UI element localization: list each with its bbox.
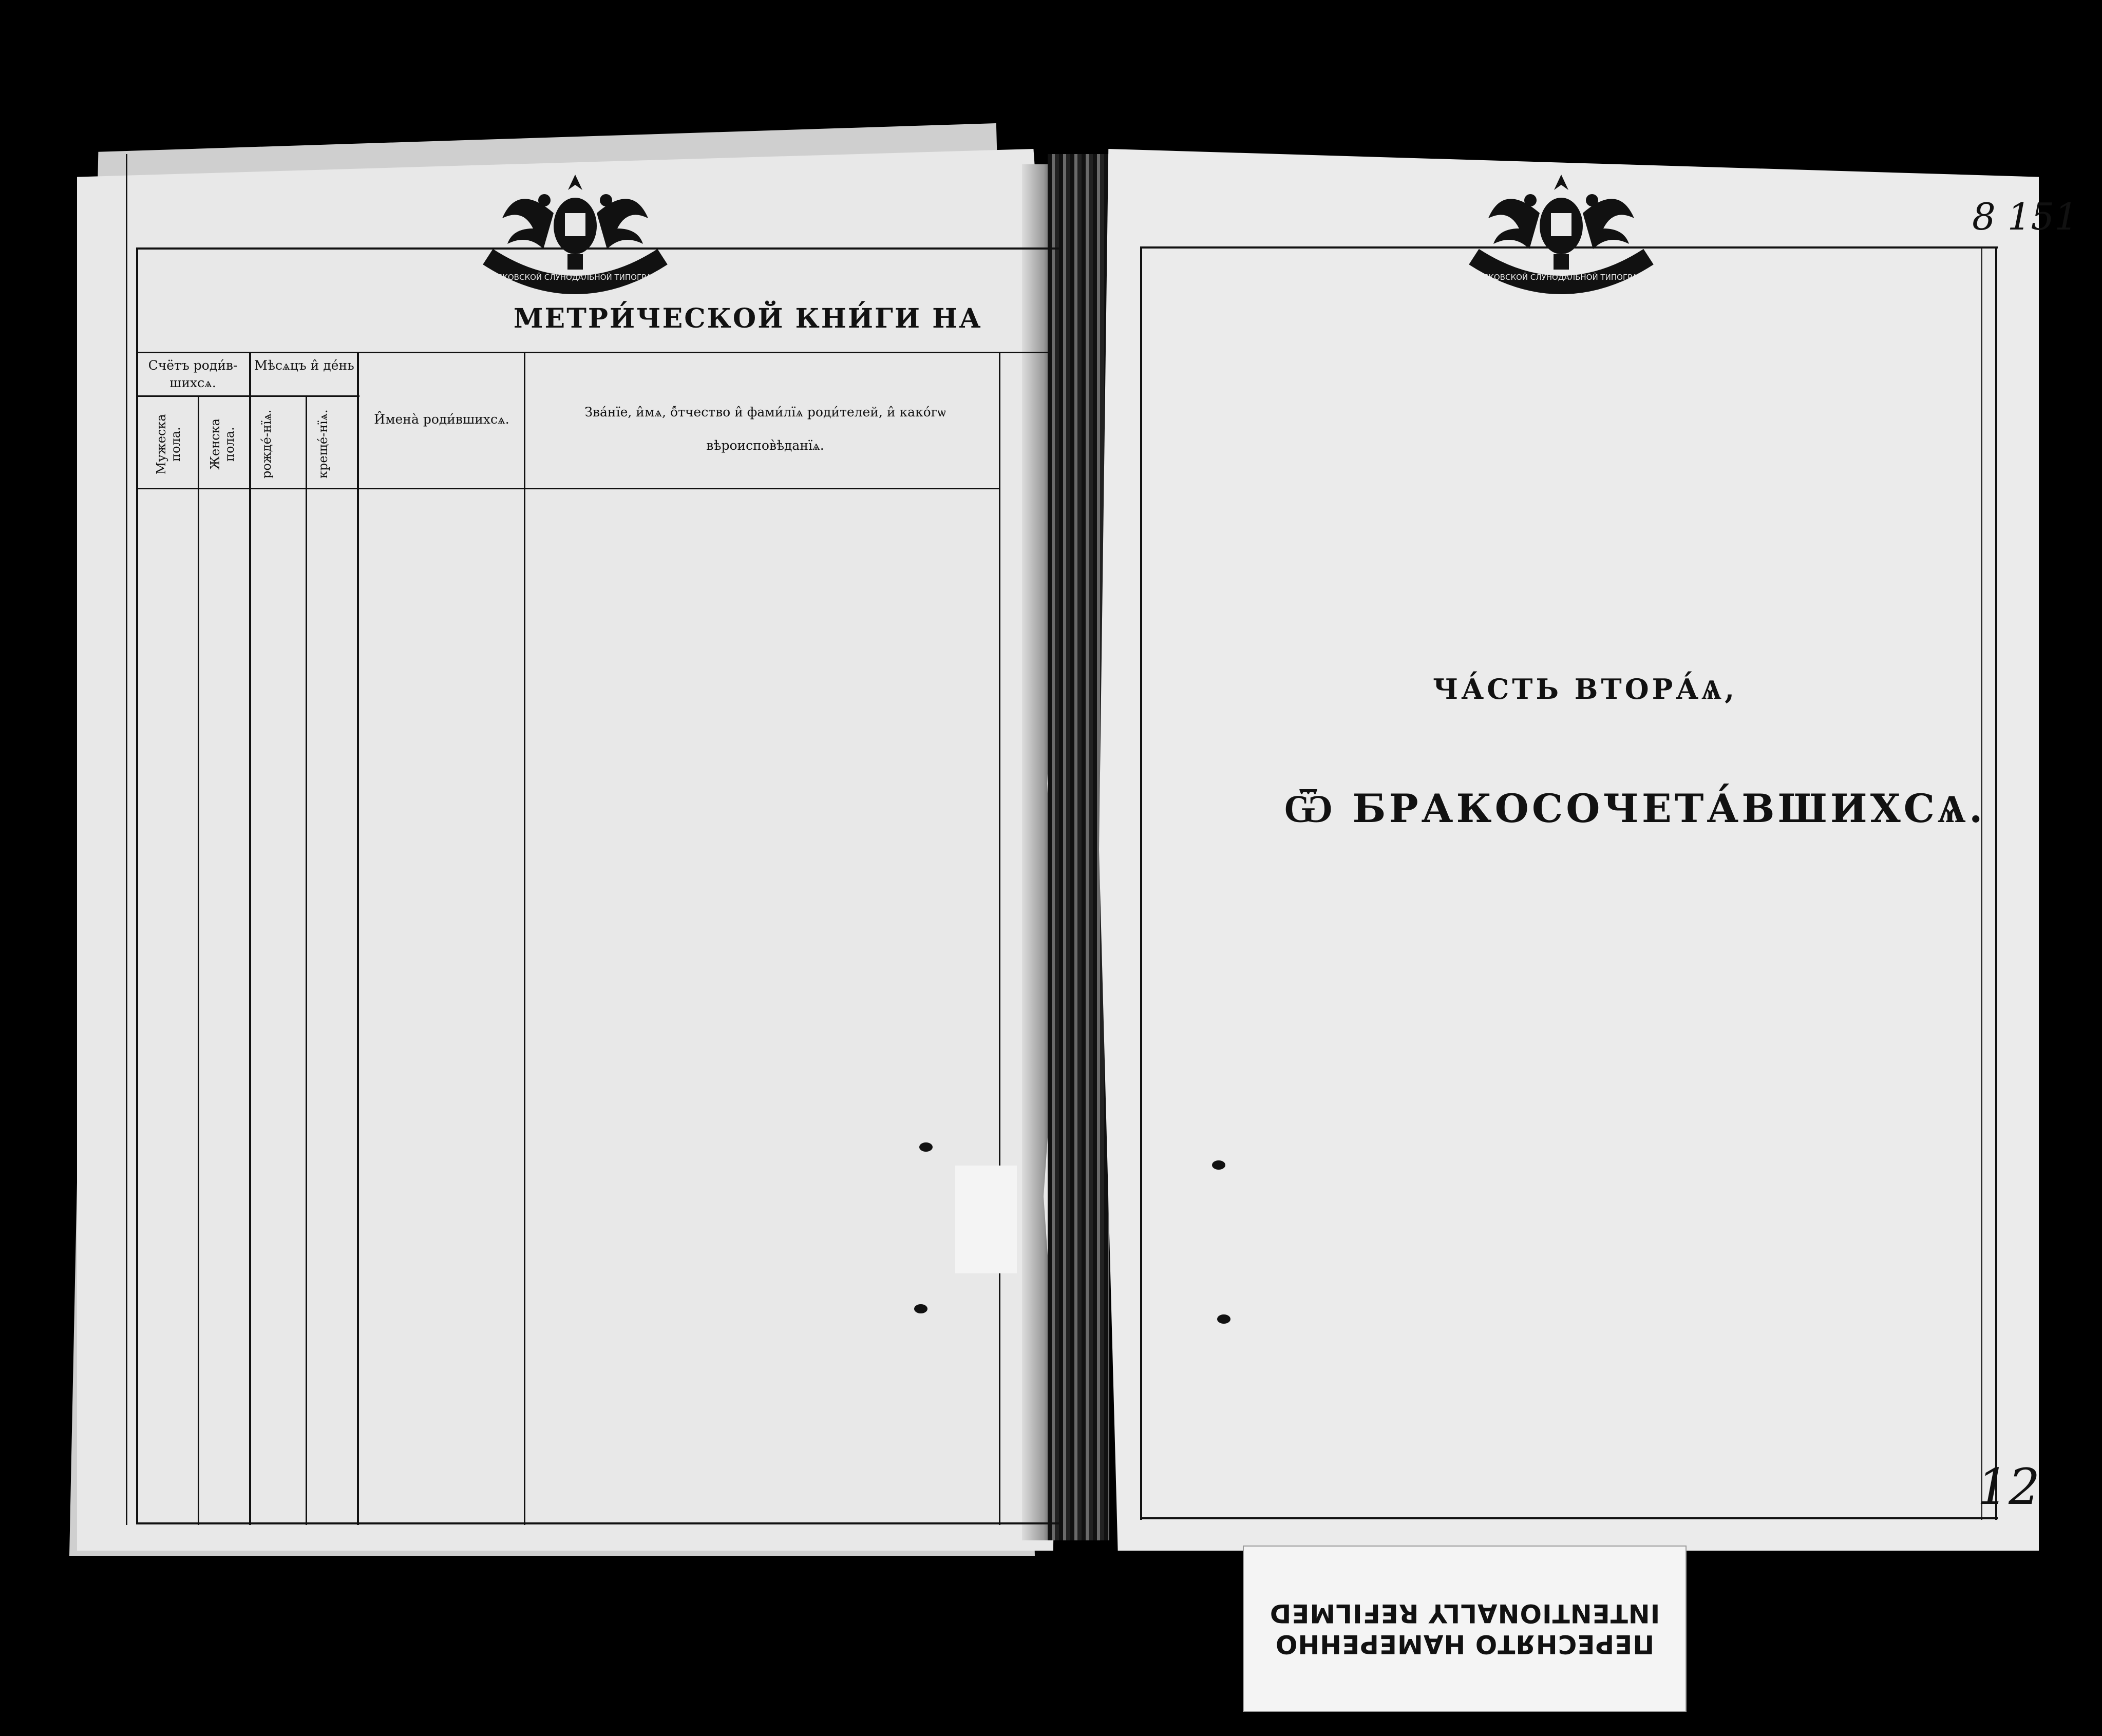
col-header-birth: рожде́-нїѧ. <box>259 409 274 479</box>
right-frame-top <box>1140 246 1998 249</box>
col-line-2 <box>249 352 251 1525</box>
col-line-6 <box>999 352 1000 1525</box>
corner-number: 12 <box>1977 1458 2040 1516</box>
col-header-count: Счётъ роди́в-шихсѧ. <box>148 358 238 390</box>
refilm-stamp <box>1243 1546 1687 1712</box>
binding-hole <box>919 1142 933 1152</box>
binding-hole <box>914 1304 927 1313</box>
col-line-1 <box>198 395 199 1525</box>
col-line-3 <box>306 395 307 1525</box>
col-line-5 <box>524 352 525 1525</box>
section-heading: Ѿ БРАКОСОЧЕТА́ВШИХСѦ. <box>1284 786 1986 831</box>
left-header-title: МЕТРИ́ЧЕСКОЙ КНИ́ГИ НА <box>514 303 982 334</box>
right-frame-bottom <box>1140 1517 1998 1519</box>
col-header-month-day: Мѣсѧцъ и̂ де́нь <box>254 358 354 373</box>
double-headed-eagle-icon <box>1469 164 1654 298</box>
double-headed-eagle-icon <box>483 164 668 298</box>
frame-bottom <box>136 1522 1061 1524</box>
col-header-female: Женска пола. <box>208 418 237 470</box>
right-page <box>1099 149 2039 1551</box>
stamp-line-english: INTENTIONALLY REFILMED <box>1269 1598 1660 1628</box>
binding-hole <box>1212 1160 1225 1170</box>
subheader-line <box>136 395 359 397</box>
col-header-male: Мужеска пола. <box>154 414 183 474</box>
col-header-parents: Зва́нїе, и̂мѧ, о̂́тчество и̂ фами́лїѧ роди́телей, и̂ како́гѡ вѣроиспов̀ѣданїѧ. <box>584 405 946 453</box>
right-frame-right-inner <box>1981 246 1982 1520</box>
col-header-names: И̂мена̀ роди́вшихсѧ. <box>374 412 509 427</box>
right-frame-right <box>1995 246 1997 1520</box>
emblem-ribbon-text: МОСКОВСКОЙ СЛУНОДАЛЬНОЙ ТИПОГРАФІИ <box>1470 273 1652 282</box>
part-heading: ЧА́СТЬ ВТОРА́Ѧ, <box>1433 673 1738 705</box>
frame-left <box>136 247 138 1523</box>
stamp-line-russian: ПЕРЕСНЯТО НАМЕРЕННО <box>1275 1629 1655 1659</box>
frame-top <box>136 247 1061 250</box>
header-line <box>136 352 1050 353</box>
paper-flap <box>955 1166 1017 1273</box>
emblem-ribbon-text: МОСКОВСКОЙ СЛУНОДАЛЬНОЙ ТИПОГРАФІИ <box>484 273 666 282</box>
header-bottom-line <box>136 488 999 489</box>
col-line-4 <box>357 352 359 1525</box>
folio-number: 8 151 <box>1972 195 2078 238</box>
right-frame-left <box>1140 246 1142 1520</box>
col-header-baptism: креще́-нїѧ. <box>316 409 330 479</box>
margin-line <box>126 154 127 1525</box>
binding-hole <box>1217 1314 1230 1324</box>
